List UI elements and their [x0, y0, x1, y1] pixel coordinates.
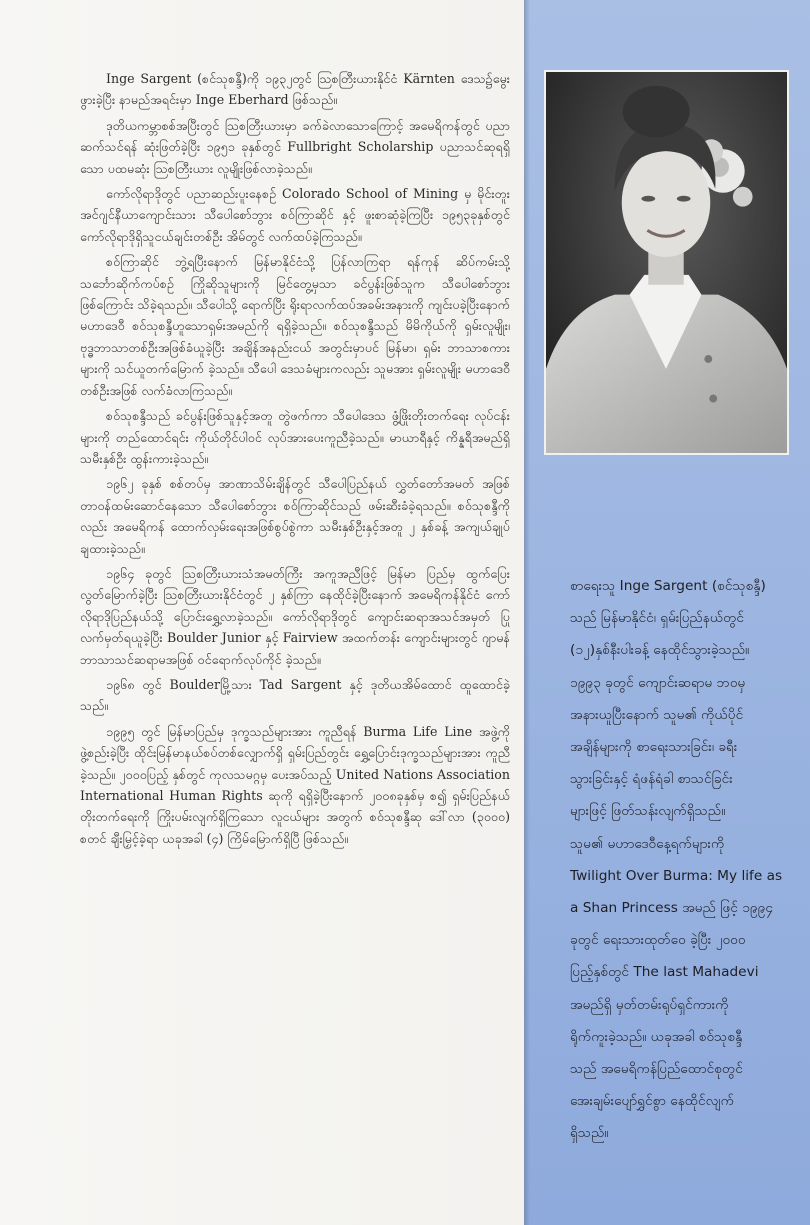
- note-line-11: a Shan Princess အမည် ဖြင့် ၁၉၉၄: [570, 900, 774, 917]
- note-line-15: ရိုက်ကူးခဲ့သည်။ ယခုအခါ စဝ်သုစန္ဒီ: [570, 1028, 743, 1045]
- note-line-7: သွားခြင်းနှင့် ရံဖန်ရံခါ စာသင်ခြင်း: [570, 771, 733, 788]
- note-line-16: သည် အမေရိကန်ပြည်ထောင်စုတွင်: [570, 1061, 743, 1078]
- bio-paragraph-6: ၁၉၆၂ ခုနှစ် စစ်တပ်မှ အာဏာသိမ်းချိန်တွင် သီပေါပြည်နယ် လွှတ်တော်အမတ် အဖြစ် တာဝန်ထမ်းဆောင်နေသော သီပေါစော်ဘွား စဝ်ကြာဆိုင်သည် ဖမ်းဆီးခံခဲ့ရသည်။ စဝ်သုစန္ဒီကိုလည်း အမေရိကန် ထောက်လှမ်းရေးအဖြစ်စွပ်စွဲကာ သမီးနှစ်ဦးနှင့်အတူ ၂ နှစ်ခန့် အကျယ်ချုပ် ချထားခဲ့သည်။: [80, 476, 510, 556]
- note-line-5: အနားယူပြီးနောက် သူမ၏ ကိုယ်ပိုင်: [570, 706, 744, 723]
- portrait-illustration: [546, 72, 787, 453]
- note-line-9: သူမ၏ မဟာဒေဝီနေ့ရက်များကို: [570, 835, 725, 852]
- note-line-4: ၁၉၉၃ ခုတွင် ကျောင်းဆရာမ ဘဝမှ: [570, 674, 746, 691]
- page-crease: [524, 0, 530, 1225]
- note-line-2: သည် မြန်မာနိုင်ငံ၊ ရှမ်းပြည်နယ်တွင်: [570, 610, 745, 627]
- note-line-13: ပြည့်နှစ်တွင် The last Mahadevi: [570, 964, 759, 981]
- author-portrait-photo: [544, 70, 789, 455]
- author-note-text: [570, 570, 788, 1150]
- bio-paragraph-9: ၁၉၉၅ တွင် မြန်မာပြည်မှ ဒုက္ခသည်များအား ကူညီရန် Burma Life Line အဖွဲ့ကို ဖွဲ့စည်းခဲ့ပြီး ထိုင်းမြန်မာနယ်စပ်တစ်လျှောက်ရှိ ရှမ်းပြည်တွင်း ရွှေ့ပြောင်းဒုက္ခသည်များအား ကူညီခဲ့သည်။ ၂၀၀၀ပြည့် နှစ်တွင် ကုလသမဂ္ဂမှ ပေးအပ်သည့် United Nations Association International Human Rights ဆုကို ရရှိခဲ့ပြီးနောက် ၂၀၀၈ခုနှစ်မှ စ၍ ရှမ်းပြည်နယ်တိုးတက်ရေးကို ကြိုးပမ်းလျက်ရှိကြသော လူငယ်များ အတွက် စဝ်သုစန္ဒီဆု ဒေါ်လာ (၃၀၀၀) စတင် ချီးမြှင့်ခဲ့ရာ ယခုအခါ (၄) ကြိမ်မြောက်ရှိပြီ ဖြစ်သည်။: [80, 723, 510, 846]
- note-line-17: အေးချမ်းပျော်ရွှင်စွာ နေထိုင်လျက်: [570, 1093, 734, 1110]
- bio-paragraph-2: ဒုတိယကမ္ဘာစစ်အပြီးတွင် ဩစတြီးယားမှာ ခက်ခဲလာသောကြောင့် အမေရိကန်တွင် ပညာဆက်သင်ရန် ဆုံးဖြတ်ခဲ့ပြီး ၁၉၅၁ ခုနှစ်တွင် Fullbright Scholarship ပညာသင်ဆုရရှိသော ပထမဆုံး ဩစတြီးယား လူမျိုးဖြစ်လာခဲ့သည်။: [80, 117, 510, 176]
- bio-paragraph-5: စဝ်သုစန္ဒီသည် ခင်ပွန်းဖြစ်သူနှင့်အတူ တွဲဖက်ကာ သီပေါဒေသ ဖွံ့ဖြိုးတိုးတက်ရေး လုပ်ငန်းများကို တည်ထောင်ရင်း ကိုယ်တိုင်ပါဝင် လုပ်အားပေးကူညီခဲ့သည်။ မာယာရီနှင့် ကိန္နရီအမည်ရှိ သမီးနှစ်ဦး ထွန်းကားခဲ့သည်။: [80, 408, 510, 466]
- bio-paragraph-8: ၁၉၆၈ တွင် Boulderမြို့သား Tad Sargent နှင့် ဒုတိယအိမ်ထောင် ထူထောင်ခဲ့သည်။: [80, 676, 510, 714]
- note-line-3: (၁၂)နှစ်နီးပါးခန့် နေထိုင်သွားခဲ့သည်။: [570, 642, 750, 659]
- bio-paragraph-3: ကော်လိုရာဒိုတွင် ပညာဆည်းပူးနေစဉ် Colorado School of Mining မှ မိုင်းတူးအင်ဂျင်နီယာကျောင်းသား သီပေါစော်ဘွား စဝ်ကြာဆိုင် နှင့် ဖူးစာဆုံခဲ့ကြပြီး ၁၉၅၃ခုနှစ်တွင် ကော်လိုရာဒိုရှိသူငယ်ချင်းတစ်ဦး အိမ်တွင် လက်ထပ်ခဲ့ကြသည်။: [80, 186, 510, 244]
- biography-text: [80, 68, 510, 853]
- note-line-10: Twilight Over Burma: My life as: [570, 867, 783, 884]
- note-line-8: များဖြင့် ဖြတ်သန်းလျက်ရှိသည်။: [570, 803, 726, 820]
- note-line-14: အမည်ရှိ မှတ်တမ်းရုပ်ရှင်ကားကို: [570, 996, 729, 1013]
- bio-paragraph-1: Inge Sargent (စင်သုစန္ဒီ)ကို ၁၉၃၂တွင် ဩစတြီးယားနိုင်ငံ Kärnten ဒေသ၌မွေးဖွားခဲ့ပြီး နာမည်အရင်းမှာ Inge Eberhard ဖြစ်သည်။: [80, 71, 510, 108]
- bio-paragraph-4: စဝ်ကြာဆိုင် ဘွဲ့ရပြီးနောက် မြန်မာနိုင်ငံသို့ ပြန်လာကြရာ ရန်ကုန် ဆိပ်ကမ်းသို့ သင်္ဘောဆိုက်ကပ်စဉ် ကြိုဆိုသူများကို မြင်တွေ့မှသာ ခင်ပွန်းဖြစ်သူက သီပေါစော်ဘွားဖြစ်ကြောင်း သိခဲ့ရသည်။ သီပေါသို့ ရောက်ပြီး ရိုးရာလက်ထပ်အခမ်းအနားကို ကျင်းပခဲ့ပြီးနောက် မဟာဒေဝီ စဝ်သုစန္ဒီဟူသောရှမ်းအမည်ကို ရရှိခဲ့သည်။ စဝ်သုစန္ဒီသည် မိမိကိုယ်ကို ရှမ်းလူမျိုး၊ ဗုဒ္ဓဘာသာတစ်ဦးအဖြစ်ခံယူခဲ့ပြီး အချိန်အနည်းငယ် အတွင်းမှာပင် မြန်မာ၊ ရှမ်း ဘာသာစကားများကို သင်ယူတက်မြောက် ခဲ့သည်။ သီပေါ ဒေသခံများကလည်း သူမအား ရှမ်းလူမျိုး မဟာဒေဝီ တစ်ဦးအဖြစ် လက်ခံလာကြသည်။: [80, 254, 510, 398]
- note-line-6: အချိန်များကို စာရေးသားခြင်း၊ ခရီး: [570, 739, 738, 756]
- note-line-1: စာရေးသူ Inge Sargent (စင်သုစန္ဒီ): [570, 578, 766, 594]
- bio-paragraph-7: ၁၉၆၄ ခုတွင် ဩစတြီးယားသံအမတ်ကြီး အကူအညီဖြင့် မြန်မာ ပြည်မှ ထွက်ပြေးလွတ်မြောက်ခဲ့ပြီး ဩစတြီးယားနိုင်ငံတွင် ၂ နှစ်ကြာ နေထိုင်ခဲ့ပြီးနောက် အမေရိကန်နိုင်ငံ ကော်လိုရာဒိုပြည်နယ်သို့ ပြောင်းရွှေ့လာခဲ့သည်။ ကော်လိုရာဒိုတွင် ကျောင်းဆရာအသင်အမှတ် ပြုလက်မှတ်ရယူခဲ့ပြီး Boulder Junior နှင့် Fairview အထက်တန်း ကျောင်းများတွင် ဂျာမန်ဘာသာသင်ဆရာမအဖြစ် ဝင်ရောက်လုပ်ကိုင် ခဲ့သည်။: [80, 565, 510, 667]
- note-line-12: ခုတွင် ရေးသားထုတ်ဝေ ခဲ့ပြီး ၂၀၀၀: [570, 932, 746, 949]
- note-line-18: ရှိသည်။: [570, 1125, 609, 1142]
